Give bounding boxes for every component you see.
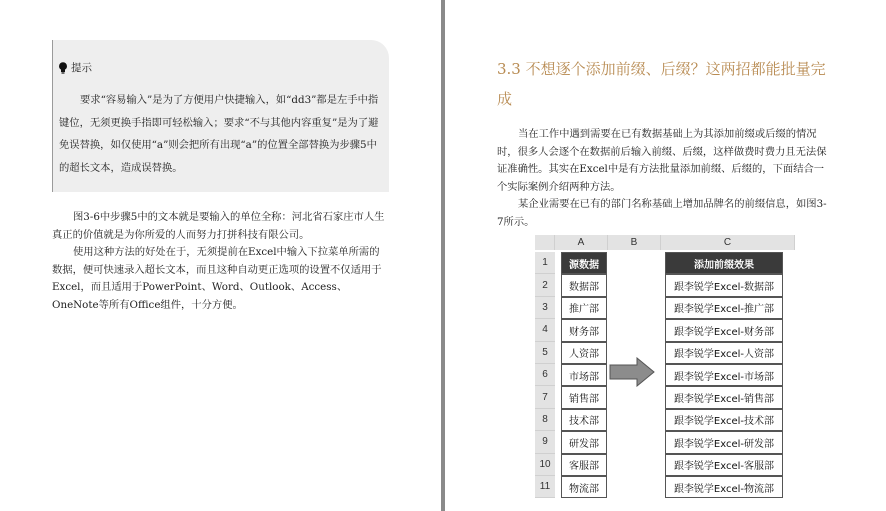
- source-cell: 数据部: [561, 274, 607, 296]
- source-cell: 财务部: [561, 319, 607, 341]
- column-header-b: B: [608, 235, 661, 250]
- row-header: 6: [535, 364, 555, 386]
- paragraph-2: 使用这种方法的好处在于，无须提前在Excel中输入下拉菜单所需的数据，便可快速录入超长文本，而且这种自动更正选项的设置不仅适用于Excel，而且适用于PowerPoint、Word、Outlook、Access、OneNote等所有Office组件，十分方便。: [52, 246, 382, 311]
- column-header-a: A: [555, 235, 608, 250]
- row-header: 11: [535, 476, 555, 498]
- left-page: [0, 0, 441, 511]
- row-header: 4: [535, 319, 555, 341]
- source-cell: 市场部: [561, 364, 607, 386]
- section-heading: 3.3 不想逐个添加前缀、后缀？这两招都能批量完成: [497, 60, 826, 108]
- spreadsheet-figure: [535, 235, 795, 511]
- lightbulb-icon: [58, 62, 68, 74]
- tip-box: [52, 40, 389, 192]
- row-header: 3: [535, 297, 555, 319]
- result-cell: 跟李锐学Excel-财务部: [665, 319, 783, 341]
- row-header: 5: [535, 342, 555, 364]
- tip-title: [58, 60, 92, 75]
- paragraph-1: 图3-6中步骤5中的文本就是要输入的单位全称：河北省石家庄市人生真正的价值就是为你所爱的人而努力打拼科技有限公司。: [52, 211, 385, 241]
- source-header-cell: 源数据: [561, 252, 607, 274]
- result-cell: 跟李锐学Excel-研发部: [665, 431, 783, 453]
- source-cell: 销售部: [561, 386, 607, 408]
- corner-cell: [535, 235, 555, 250]
- tip-body: 要求“容易输入”是为了方便用户快捷输入，如“dd3”都是左手中指键位，无须更换手指即可轻松输入；要求“不与其他内容重复”是为了避免误替换，如仅使用“a”则会把所有出现“a”的位置全部替换为步骤5中的超长文本，造成误替换。: [59, 94, 379, 174]
- column-header-c: C: [661, 235, 795, 250]
- result-cell: 跟李锐学Excel-数据部: [665, 274, 783, 296]
- row-header: 10: [535, 454, 555, 476]
- row-header: 1: [535, 252, 555, 274]
- row-header: 8: [535, 409, 555, 431]
- source-cell: 人资部: [561, 342, 607, 364]
- result-cell: 跟李锐学Excel-推广部: [665, 297, 783, 319]
- source-cell: 物流部: [561, 476, 607, 498]
- source-cell: 客服部: [561, 454, 607, 476]
- result-cell: 跟李锐学Excel-人资部: [665, 342, 783, 364]
- result-cell: 跟李锐学Excel-客服部: [665, 454, 783, 476]
- row-header: 9: [535, 431, 555, 453]
- source-cell: 推广部: [561, 297, 607, 319]
- paragraph-4: 某企业需要在已有的部门名称基础上增加品牌名的前缀信息，如图3-7所示。: [497, 198, 827, 228]
- right-page: [445, 0, 886, 511]
- source-cell: 研发部: [561, 431, 607, 453]
- result-cell: 跟李锐学Excel-物流部: [665, 476, 783, 498]
- row-header: 7: [535, 386, 555, 408]
- result-header-cell: 添加前缀效果: [665, 252, 783, 274]
- result-cell: 跟李锐学Excel-销售部: [665, 386, 783, 408]
- result-cell: 跟李锐学Excel-技术部: [665, 409, 783, 431]
- result-cell: 跟李锐学Excel-市场部: [665, 364, 783, 386]
- paragraph-3: 当在工作中遇到需要在已有数据基础上为其添加前缀或后缀的情况时，很多人会逐个在数据前后输入前缀、后缀，这样做费时费力且无法保证准确性。其实在Excel中是有方法批量添加前缀、后缀的，下面结合一个实际案例介绍两种方法。: [497, 128, 827, 193]
- source-cell: 技术部: [561, 409, 607, 431]
- right-arrow-icon: [609, 357, 655, 387]
- row-header: 2: [535, 274, 555, 296]
- tip-title-text: 提示: [71, 62, 92, 74]
